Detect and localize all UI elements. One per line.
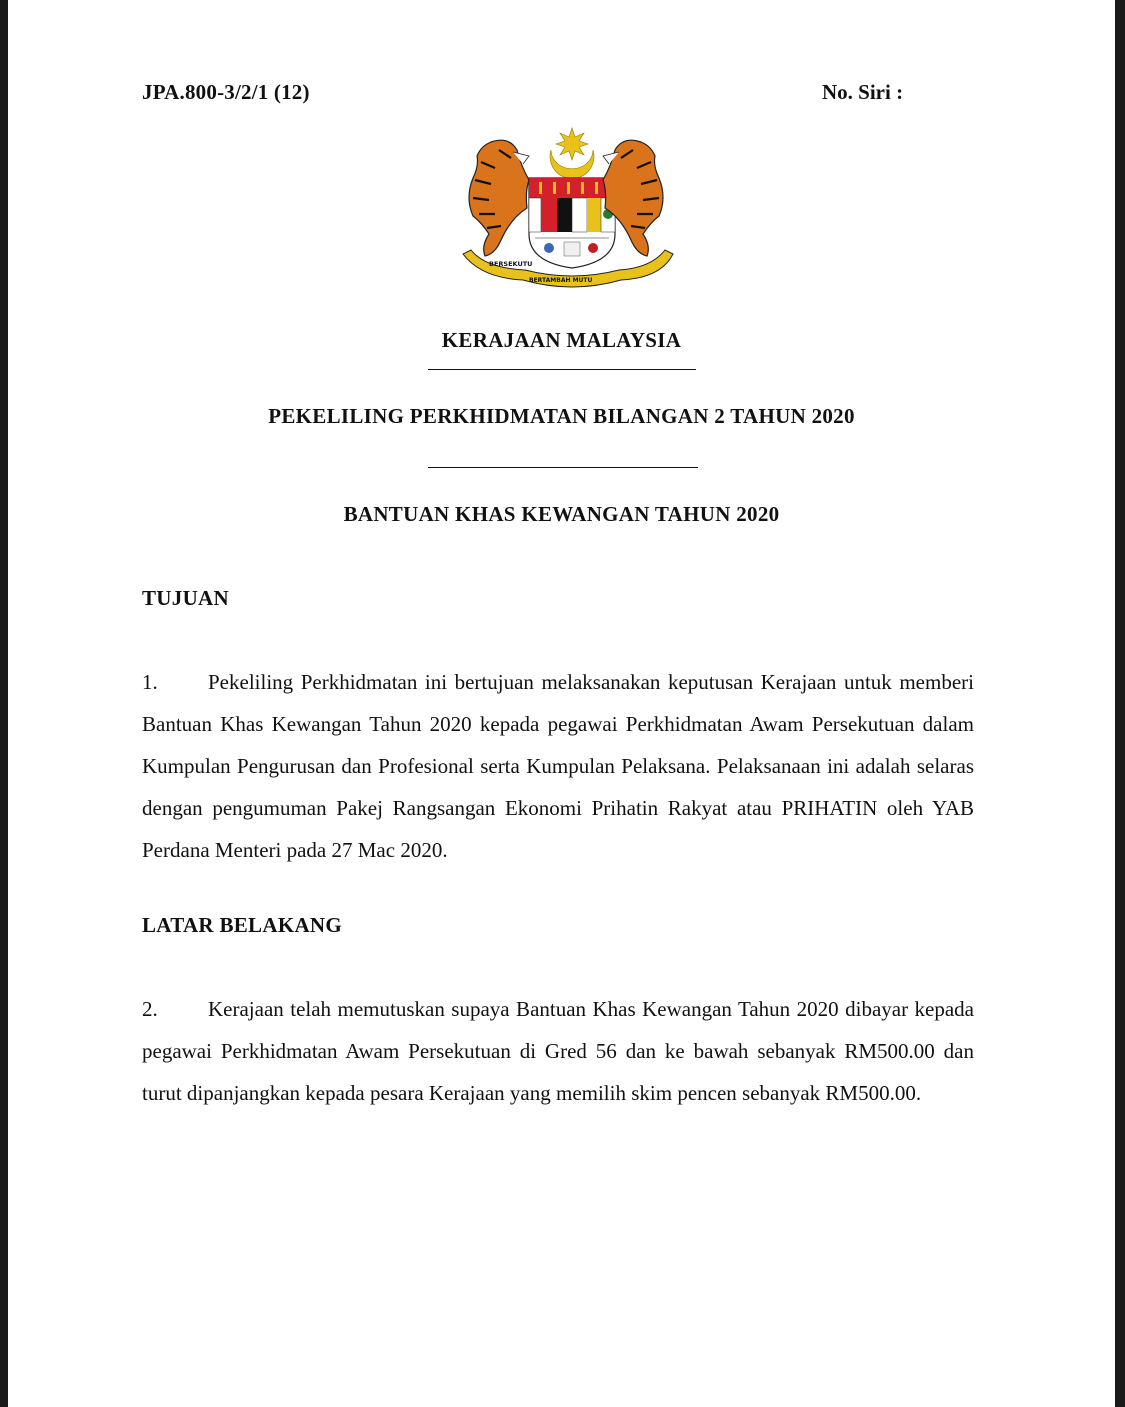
title-divider-1 <box>428 369 696 370</box>
left-tiger-icon <box>469 140 529 256</box>
title-divider-2 <box>428 467 698 468</box>
motto-left: BERSEKUTU <box>489 260 533 268</box>
paragraph-2 <box>142 988 974 1114</box>
section-heading-latar-belakang: LATAR BELAKANG <box>142 913 343 937</box>
circular-title: PEKELILING PERKHIDMATAN BILANGAN 2 TAHUN 2020 <box>268 404 855 428</box>
paragraph-text: Kerajaan telah memutuskan supaya Bantuan Khas Kewangan Tahun 2020 dibayar kepada pegawai Perkhidmatan Awam Persekutuan di Gred 56 dan ke bawah sebanyak RM500.00 dan turut dipanjangkan kepada pesara Kerajaan yang memilih skim pencen sebanyak RM500.00. <box>142 997 974 1105</box>
paragraph-number: 1. <box>142 670 158 694</box>
government-title: KERAJAAN MALAYSIA <box>441 328 682 352</box>
federal-star-icon <box>556 128 588 160</box>
reference-number: JPA.800-3/2/1 (12) <box>142 80 310 104</box>
paragraph-number: 2. <box>142 997 158 1021</box>
paragraph-1 <box>142 661 974 871</box>
subject-title: BANTUAN KHAS KEWANGAN TAHUN 2020 <box>343 502 780 526</box>
section-heading-tujuan: TUJUAN <box>142 586 229 610</box>
serial-number-label: No. Siri : <box>822 80 904 104</box>
paragraph-text: Pekeliling Perkhidmatan ini bertujuan melaksanakan keputusan Kerajaan untuk memberi Bantuan Khas Kewangan Tahun 2020 kepada pegawai Perkhidmatan Awam Persekutuan dalam Kumpulan Pengurusan dan Profesional serta Kumpulan Pelaksana. Pelaksanaan ini adalah selaras dengan pengumuman Pakej Rangsangan Ekonomi Prihatin Rakyat atau PRIHATIN oleh YAB Perdana Menteri pada 27 Mac 2020. <box>142 670 974 862</box>
coat-of-arms-icon <box>451 122 681 300</box>
document-page <box>8 0 1115 1407</box>
shield-icon <box>529 178 615 268</box>
motto-center: BERTAMBAH MUTU <box>529 277 593 284</box>
